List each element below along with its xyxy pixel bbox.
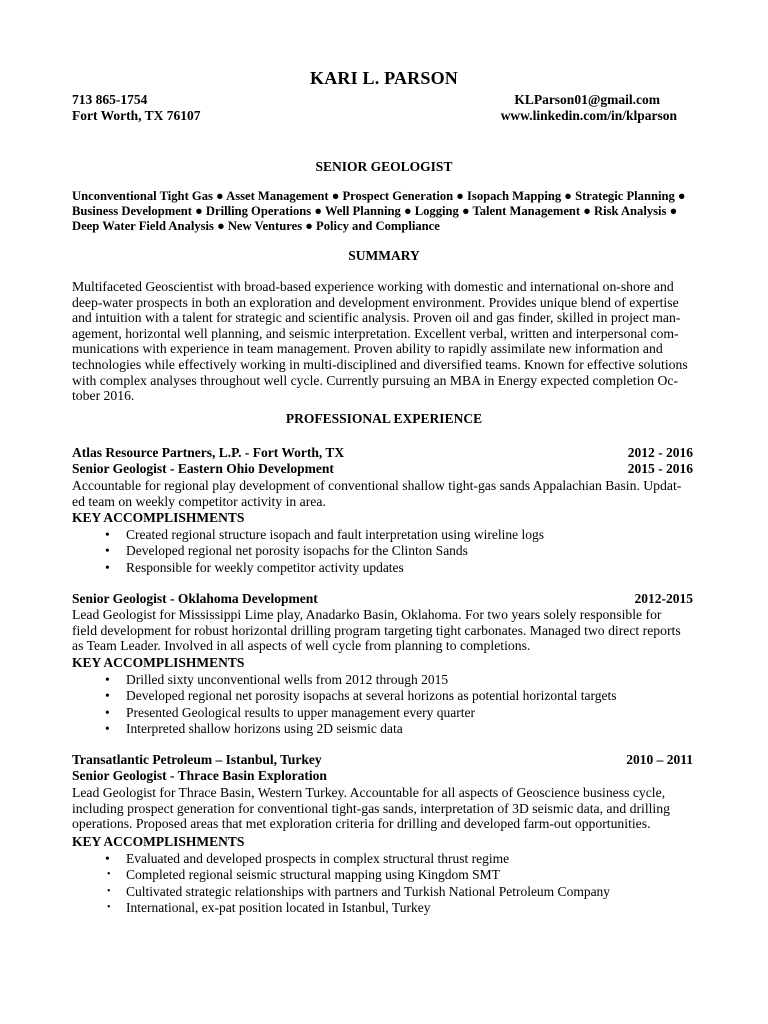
bullet-icon: • bbox=[105, 559, 110, 575]
list-item: • Completed regional seismic structural mapping using Kingdom SMT bbox=[107, 867, 500, 883]
description-line: as Team Leader. Involved in all aspects of well cycle from planning to completions. bbox=[72, 638, 531, 654]
employer-atlas-dates: 2012 - 2016 bbox=[627, 445, 693, 460]
summary-line: Multifaceted Geoscientist with broad-based experience working with domestic and international on-shore and bbox=[72, 279, 674, 294]
list-item: • International, ex-pat position located in Istanbul, Turkey bbox=[107, 900, 431, 916]
job-title-heading: SENIOR GEOLOGIST bbox=[315, 159, 453, 174]
bullet-icon: • bbox=[105, 851, 110, 866]
bullet-icon: • bbox=[105, 543, 110, 559]
description-line: Lead Geologist for Thrace Basin, Western Turkey. Accountable for all aspects of Geoscience business cycle, bbox=[72, 785, 666, 800]
bullet-icon: • bbox=[105, 721, 110, 737]
employer-transatlantic-dates: 2010 – 2011 bbox=[626, 752, 693, 767]
summary-heading: SUMMARY bbox=[348, 248, 420, 263]
description-line: including prospect generation for conventional tight-gas sands, interpretation of 3D seismic data, and drilling bbox=[72, 800, 670, 816]
bullet-icon: • bbox=[105, 672, 110, 687]
role-thrace-basin: Senior Geologist - Thrace Basin Exploration bbox=[72, 768, 327, 783]
bullet-icon: • bbox=[105, 527, 110, 542]
list-item: • Interpreted shallow horizons using 2D seismic data bbox=[105, 721, 403, 737]
location: Fort Worth, TX 76107 bbox=[72, 108, 201, 123]
list-item: • Cultivated strategic relationships with partners and Turkish National Petroleum Company bbox=[107, 883, 611, 899]
candidate-name: KARI L. PARSON bbox=[310, 68, 458, 88]
list-item: • Responsible for weekly competitor activity updates bbox=[105, 559, 404, 575]
description-line: operations. Proposed areas that met exploration criteria for drilling and developed farm-out opportunities. bbox=[72, 816, 651, 832]
description-line: ed team on weekly competitor activity in area. bbox=[72, 493, 326, 509]
skills-line: Unconventional Tight Gas ● Asset Management ● Prospect Generation ● Isopach Mapping ● Strategic Planning ● bbox=[72, 189, 686, 203]
summary-line: technologies while effectively working in multi-disciplined and diversified teams. Known for effective solutions bbox=[72, 356, 688, 372]
accomplishments-list bbox=[72, 672, 616, 738]
description-line: Accountable for regional play development of conventional shallow tight-gas sands Appalachian Basin. Updat- bbox=[72, 478, 682, 493]
email-address: KLParson01@gmail.com bbox=[514, 92, 660, 107]
experience-heading: PROFESSIONAL EXPERIENCE bbox=[285, 411, 483, 426]
summary-line: munications with experience in team management. Proven ability to rapidly assimilate new information and bbox=[72, 341, 663, 357]
role-oklahoma: Senior Geologist - Oklahoma Development bbox=[72, 591, 318, 606]
role-eastern-ohio-description bbox=[72, 478, 696, 509]
description-line: Lead Geologist for Mississippi Lime play, Anadarko Basin, Oklahoma. For two years solely responsible for bbox=[72, 607, 662, 622]
accomplishments-list bbox=[72, 851, 610, 917]
summary-line: with complex analyses throughout well cycle. Currently pursuing an MBA in Energy expected completion Oc- bbox=[72, 372, 679, 388]
role-thrace-basin-description bbox=[72, 785, 696, 832]
skills-line: Deep Water Field Analysis ● New Ventures ● Policy and Compliance bbox=[72, 218, 440, 233]
list-item: • Presented Geological results to upper management every quarter bbox=[105, 704, 475, 720]
phone-number: 713 865-1754 bbox=[72, 92, 148, 107]
list-item: • Evaluated and developed prospects in complex structural thrust regime bbox=[105, 851, 510, 866]
bullet-icon: • bbox=[107, 869, 111, 881]
list-item: • Drilled sixty unconventional wells from 2012 through 2015 bbox=[105, 672, 449, 687]
skills-line: Business Development ● Drilling Operations ● Well Planning ● Logging ● Talent Management ● Risk Analysis ● bbox=[72, 203, 678, 218]
summary-line: deep-water prospects in both an exploration and development environment. Provides unique blend of expertise bbox=[72, 294, 679, 310]
skills-list bbox=[72, 189, 702, 233]
role-eastern-ohio-dates: 2015 - 2016 bbox=[627, 461, 693, 476]
bullet-icon: • bbox=[105, 688, 110, 704]
description-line: field development for robust horizontal drilling program targeting tight carbonates. Managed two direct reports bbox=[72, 622, 681, 638]
linkedin-url: www.linkedin.com/in/klparson bbox=[500, 108, 677, 123]
list-item: • Developed regional net porosity isopachs for the Clinton Sands bbox=[105, 543, 468, 559]
employer-transatlantic: Transatlantic Petroleum – Istanbul, Turkey bbox=[72, 752, 322, 767]
role-oklahoma-dates: 2012-2015 bbox=[634, 591, 693, 606]
bullet-icon: • bbox=[105, 704, 110, 720]
bullet-icon: • bbox=[107, 902, 111, 914]
key-accomplishments-heading: KEY ACCOMPLISHMENTS bbox=[72, 655, 245, 670]
accomplishments-list bbox=[72, 527, 544, 576]
summary-line: agement, horizontal well planning, and seismic interpretation. Excellent verbal, written and interpersonal com- bbox=[72, 325, 679, 341]
summary-paragraph bbox=[72, 279, 696, 404]
key-accomplishments-heading: KEY ACCOMPLISHMENTS bbox=[72, 834, 245, 849]
list-item: • Created regional structure isopach and fault interpretation using wireline logs bbox=[105, 527, 544, 542]
key-accomplishments-heading: KEY ACCOMPLISHMENTS bbox=[72, 510, 245, 525]
summary-line: tober 2016. bbox=[72, 388, 135, 404]
role-oklahoma-description bbox=[72, 607, 696, 654]
role-eastern-ohio: Senior Geologist - Eastern Ohio Development bbox=[72, 461, 334, 476]
bullet-icon: • bbox=[107, 885, 111, 897]
list-item: • Developed regional net porosity isopachs at several horizons as potential horizontal targets bbox=[105, 688, 617, 704]
employer-atlas: Atlas Resource Partners, L.P. - Fort Worth, TX bbox=[72, 445, 345, 460]
summary-line: and intuition with a talent for strategic and scientific analysis. Proven oil and gas finder, skilled in project man- bbox=[72, 310, 681, 326]
